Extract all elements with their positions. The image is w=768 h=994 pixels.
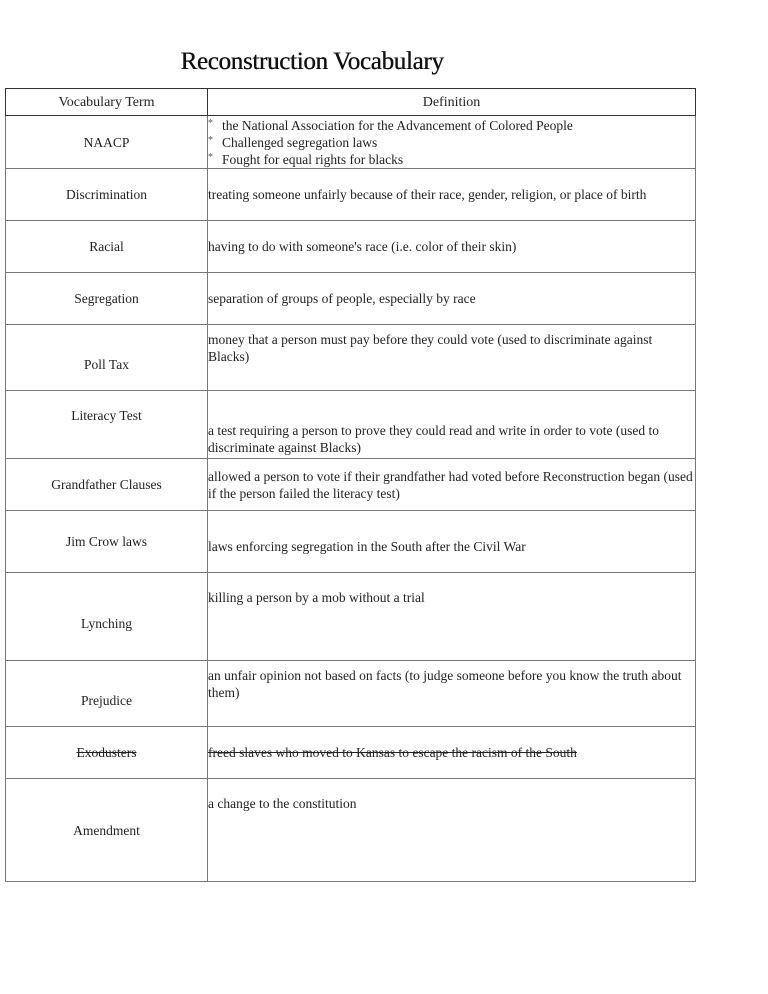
definition-cell [208,116,696,169]
definition-cell-struck: freed slaves who moved to Kansas to escape the racism of the South [208,727,696,779]
definition-cell: allowed a person to vote if their grandfather had voted before Reconstruction began (used if the person failed the literacy test) [208,459,696,511]
definition-bullet: * the National Association for the Advancement of Colored People [208,117,695,134]
table-row [6,116,696,169]
definition-bullet: * Challenged segregation laws [208,134,695,151]
definition-bullet-list [208,117,695,168]
definition-cell: a test requiring a person to prove they could read and write in order to vote (used to discriminate against Blacks) [208,391,696,459]
table-row [6,273,696,325]
vocabulary-table [5,88,696,882]
term-cell-struck: Exodusters [6,727,208,779]
column-header-definition: Definition [208,89,696,116]
table-row [6,661,696,727]
asterisk-bullet-icon: * [208,117,213,129]
term-cell: Segregation [6,273,208,325]
definition-cell: killing a person by a mob without a trial [208,573,696,661]
term-cell: Racial [6,221,208,273]
definition-cell: treating someone unfairly because of their race, gender, religion, or place of birth [208,169,696,221]
term-cell: Prejudice [6,661,208,727]
definition-cell: having to do with someone's race (i.e. color of their skin) [208,221,696,273]
asterisk-bullet-icon: * [208,151,213,163]
column-header-term: Vocabulary Term [6,89,208,116]
table-row [6,779,696,882]
term-cell: Discrimination [6,169,208,221]
table-row [6,169,696,221]
table-row [6,221,696,273]
table-row [6,727,696,779]
term-cell: Jim Crow laws [6,511,208,573]
term-cell: Poll Tax [6,325,208,391]
table-header-row [6,89,696,116]
definition-cell: separation of groups of people, especially by race [208,273,696,325]
table-row [6,511,696,573]
definition-cell: a change to the constitution [208,779,696,882]
term-cell: Literacy Test [6,391,208,459]
definition-cell: laws enforcing segregation in the South after the Civil War [208,511,696,573]
definition-cell: an unfair opinion not based on facts (to judge someone before you know the truth about them) [208,661,696,727]
term-cell: Amendment [6,779,208,882]
table-row [6,459,696,511]
term-cell: Lynching [6,573,208,661]
table-row [6,573,696,661]
table-row [6,391,696,459]
definition-bullet: * Fought for equal rights for blacks [208,151,695,168]
term-cell: NAACP [6,116,208,169]
table-row [6,325,696,391]
asterisk-bullet-icon: * [208,134,213,146]
definition-cell: money that a person must pay before they could vote (used to discriminate against Blacks) [208,325,696,391]
term-cell: Grandfather Clauses [6,459,208,511]
document-title: Reconstruction Vocabulary [180,48,444,75]
